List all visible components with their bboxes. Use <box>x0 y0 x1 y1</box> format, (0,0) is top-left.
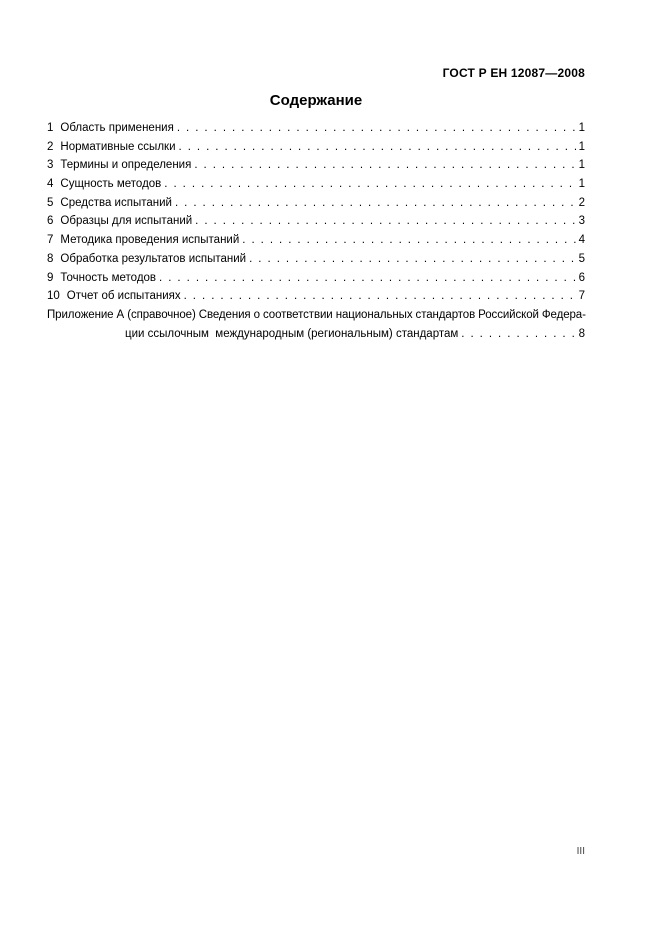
toc-entry <box>47 156 585 175</box>
dot-leader <box>194 156 577 175</box>
toc-entry-title: Точность методов <box>60 271 157 284</box>
toc-entry-page: 4 <box>578 234 585 247</box>
dot-leader <box>249 250 577 269</box>
toc-entry-page: 1 <box>578 178 585 191</box>
appendix-line2 <box>47 325 585 344</box>
dot-leader <box>242 231 577 250</box>
document-code: ГОСТ Р ЕН 12087—2008 <box>442 66 585 80</box>
toc-entry <box>47 250 585 269</box>
toc-entry-page: 1 <box>578 159 585 172</box>
toc-entry <box>47 119 585 138</box>
dot-leader <box>184 287 577 306</box>
toc-entry-number: 6 <box>47 215 54 228</box>
toc-entry <box>47 212 585 231</box>
toc-entry-title: Обработка результатов испытаний <box>60 252 247 265</box>
toc-entry-number: 8 <box>47 252 54 265</box>
toc-entry-number: 3 <box>47 159 54 172</box>
dot-leader <box>175 194 577 213</box>
table-of-contents <box>47 119 585 343</box>
toc-entry-title: Область применения <box>60 122 174 134</box>
toc-entry <box>47 269 585 288</box>
appendix-line2-text: ции ссылочным международным (региональным) стандартам <box>125 327 459 340</box>
toc-entry-page: 7 <box>578 290 585 303</box>
dot-leader <box>461 325 577 344</box>
dot-leader <box>195 212 577 231</box>
dot-leader <box>179 138 578 157</box>
toc-entry <box>47 175 585 194</box>
toc-entry <box>47 138 585 157</box>
toc-entry-page: 1 <box>578 122 585 134</box>
toc-entry-title: Средства испытаний <box>60 196 172 209</box>
toc-entry-number: 5 <box>47 196 54 209</box>
toc-entry-number: 9 <box>47 271 54 284</box>
toc-entry-title: Сущность методов <box>60 178 162 191</box>
dot-leader <box>177 119 577 138</box>
toc-entry-number: 7 <box>47 234 54 247</box>
dot-leader <box>164 175 577 194</box>
toc-entry-page: 2 <box>578 196 585 209</box>
toc-entry-page: 6 <box>578 271 585 284</box>
toc-entry-title: Образцы для испытаний <box>60 215 193 228</box>
toc-entry-title: Термины и определения <box>60 159 192 172</box>
toc-entry <box>47 287 585 306</box>
toc-entry-number: 4 <box>47 178 54 191</box>
toc-entry <box>47 194 585 213</box>
toc-entry-number: 2 <box>47 140 54 153</box>
toc-entry-title: Методика проведения испытаний <box>60 234 240 247</box>
toc-entry-number: 10 <box>47 290 60 303</box>
dot-leader <box>159 269 577 288</box>
toc-entry-page: 3 <box>578 215 585 228</box>
toc-entry-page: 5 <box>578 252 585 265</box>
toc-entry-title: Нормативные ссылки <box>60 140 176 153</box>
folio-page-number: III <box>576 846 585 857</box>
toc-entry-page: 1 <box>578 140 585 153</box>
appendix-line1: Приложение А (справочное) Сведения о соответствии национальных стандартов Российской Федера- <box>47 308 586 321</box>
appendix-page-number: 8 <box>578 327 585 340</box>
toc-entry-number: 1 <box>47 122 54 134</box>
toc-entry <box>47 231 585 250</box>
toc-entry-title: Отчет об испытаниях <box>66 290 181 303</box>
page-title: Содержание <box>269 92 363 109</box>
